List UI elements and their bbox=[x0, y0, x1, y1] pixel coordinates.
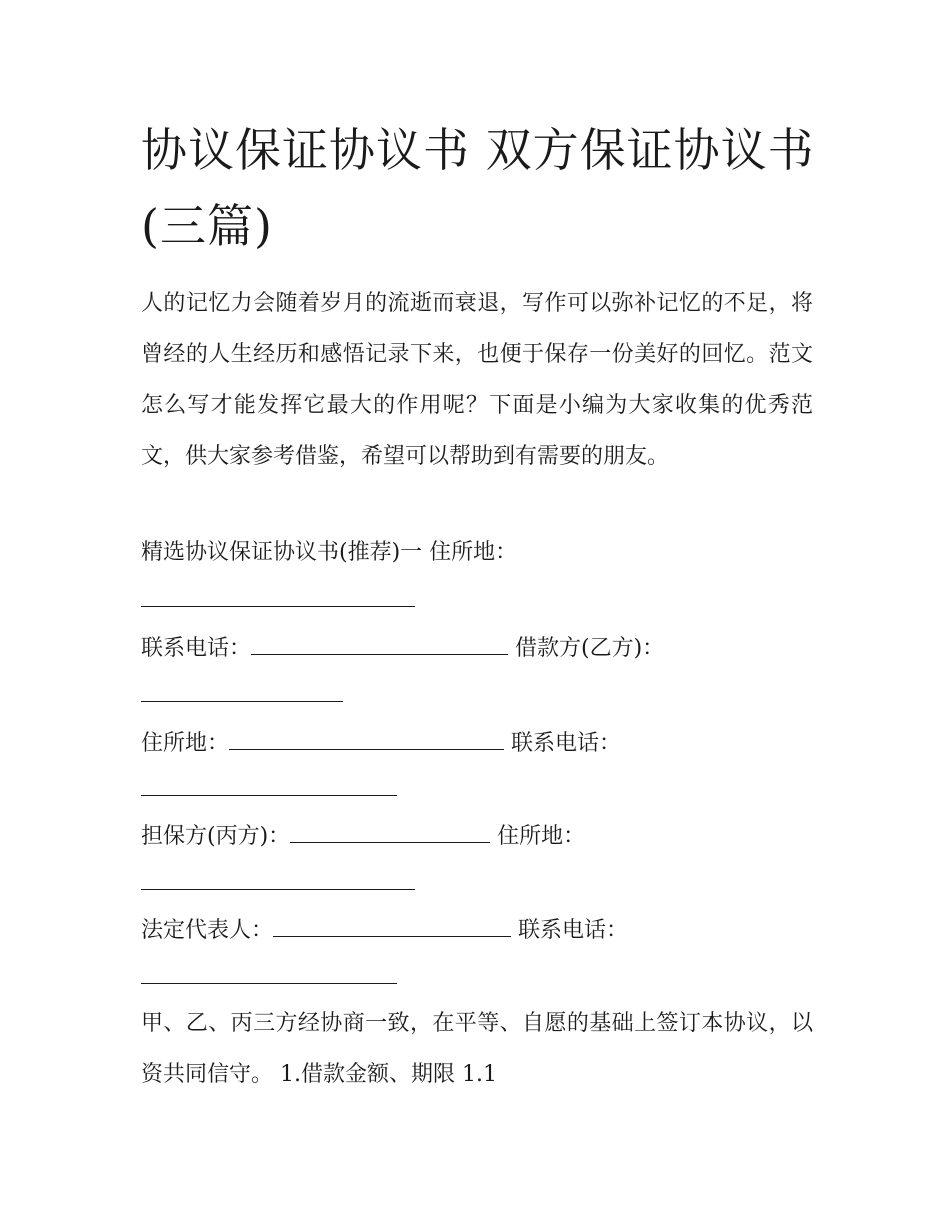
address-blank-3 bbox=[141, 889, 415, 890]
row-legalrep-phone bbox=[141, 914, 628, 946]
document-title: 协议保证协议书 双方保证协议书(三篇) bbox=[141, 123, 815, 253]
address-blank-1 bbox=[141, 606, 415, 607]
legal-rep-label: 法定代表人： bbox=[141, 918, 274, 943]
phone-blank bbox=[251, 632, 508, 655]
closing-paragraph: 甲、乙、丙三方经协商一致，在平等、自愿的基础上签订本协议，以资共同信守。 1.借款金额、期限 1.1 bbox=[141, 1011, 813, 1087]
intro-paragraph: 人的记忆力会随着岁月的流逝而衰退，写作可以弥补记忆的不足，将曾经的人生经历和感悟记录下来，也便于保存一份美好的回忆。范文怎么写才能发挥它最大的作用呢？下面是小编为大家收集的优秀范文，供大家参考借鉴，希望可以帮助到有需要的朋友。 bbox=[141, 291, 813, 469]
phone-label-3: 联系电话： bbox=[518, 918, 629, 943]
row-address-phone bbox=[141, 727, 621, 759]
row-guarantor-address bbox=[141, 820, 585, 852]
phone-label: 联系电话： bbox=[141, 636, 252, 661]
phone-label-2: 联系电话： bbox=[511, 731, 622, 756]
address-label: 住所地： bbox=[141, 731, 230, 756]
row-phone-borrower bbox=[141, 632, 664, 664]
section-heading: 精选协议保证协议书(推荐)一 住所地： bbox=[141, 540, 518, 565]
borrower-label: 借款方(乙方)： bbox=[515, 636, 665, 661]
address-blank-2 bbox=[229, 727, 504, 750]
guarantor-blank bbox=[290, 820, 490, 843]
borrower-blank bbox=[141, 701, 343, 702]
legal-rep-blank bbox=[273, 914, 511, 937]
phone-blank-2 bbox=[141, 795, 397, 796]
phone-blank-3 bbox=[141, 983, 397, 984]
guarantor-label: 担保方(丙方)： bbox=[141, 824, 291, 849]
address-label-2: 住所地： bbox=[497, 824, 586, 849]
